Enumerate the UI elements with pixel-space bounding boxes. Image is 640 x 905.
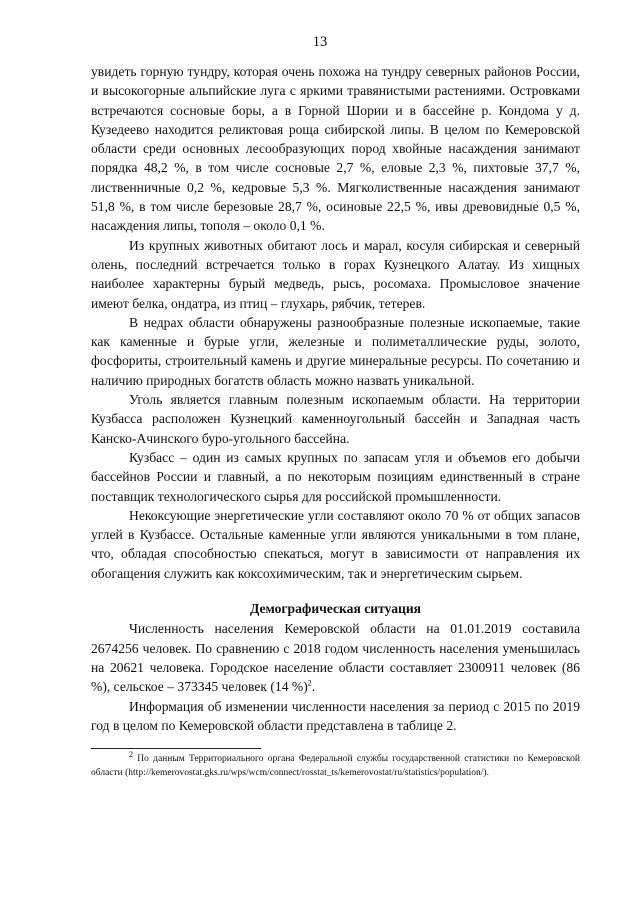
footnote xyxy=(91,749,580,780)
paragraph-flora: увидеть горную тундру, которая очень похожа на тундру северных районов России, и высокогорные альпийские луга с яркими травянистыми растениями. Островками встречаются сосновые боры, а в Горной Шории и в бассейне р. Кондома у д. Кузедеево находится реликтовая роща сибирской липы. В целом по Кемеровской области среди основных лесообразующих пород хвойные насаждения занимают порядка 48,2 %, в том числе сосновые 2,7 %, еловые 2,3 %, пихтовые 37,7 %, лиственничные 0,2 %, кедровые 5,3 %. Мягколиственные насаждения занимают 51,8 %, в том числе березовые 28,7 %, осиновые 22,5 %, ивы древовидные 0,5 %, насаждения липы, тополя – около 0,1 %. xyxy=(91,64,580,234)
paragraph-table-reference: Информация об изменении численности населения за период с 2015 по 2019 год в целом по Кемеровской области представлена в таблице 2. xyxy=(91,698,580,733)
footnote-text: По данным Территориального органа Федеральной службы государственной статистики по Кемеровской области (http://kemerovostat.gks.ru/wps/wcm/connect/rosstat_ts/kemerovostat/ru/statistics/population/). xyxy=(91,754,580,778)
section-heading-demography: Демографическая ситуация xyxy=(249,601,422,617)
population-text-end: . xyxy=(311,679,316,695)
footnote-divider xyxy=(91,748,261,749)
paragraph-kuzbass: Кузбасс – один из самых крупных по запасам угля и объемов его добычи бассейнов России и главный, а по некоторым позициям единственный в стране поставщик технологического сырья для российской промышленности. xyxy=(91,449,580,504)
paragraph-coal: Уголь является главным полезным ископаемым области. На территории Кузбасса расположен Кузнецкий каменноугольный бассейн и Западная часть Канско-Ачинского буро-угольного бассейна. xyxy=(91,392,580,446)
paragraph-energy-coal: Некоксующие энергетические угли составляют около 70 % от общих запасов углей в Кузбассе. Остальные каменные угли являются уникальными в том плане, что, обладая способностью спекаться, могут в зависимости от направления их обогащения служить как коксохимическим, так и энергетическим сырьем. xyxy=(91,507,580,581)
paragraph-minerals: В недрах области обнаружены разнообразные полезные ископаемые, такие как каменные и бурые угли, железные и полиметаллические руды, золото, фосфориты, строительный камень и другие минеральные ресурсы. По сочетанию и наличию природных богатств область можно назвать уникальной. xyxy=(91,314,580,388)
population-text: Численность населения Кемеровской области на 01.01.2019 составила 2674256 человек. По сравнению с 2018 годом численность населения уменьшилась на 20621 человека. Городское население области составляет 2300911 человек (86 %), сельское – 373345 человек (14 %) xyxy=(91,621,580,695)
footnote-reference[interactable]: 2 xyxy=(307,678,312,688)
page-content xyxy=(91,62,580,780)
page-number: 13 xyxy=(312,34,328,50)
paragraph-fauna: Из крупных животных обитают лось и марал, косуля сибирская и северный олень, последний встречается только в горах Кузнецкого Алатау. Из хищных наиболее характерны бурый медведь, рысь, росомаха. Промысловое значение имеют белка, ондатра, из птиц – глухарь, рябчик, тетерев. xyxy=(91,237,580,311)
paragraph-population xyxy=(91,619,580,696)
footnote-marker: 2 xyxy=(129,749,133,759)
